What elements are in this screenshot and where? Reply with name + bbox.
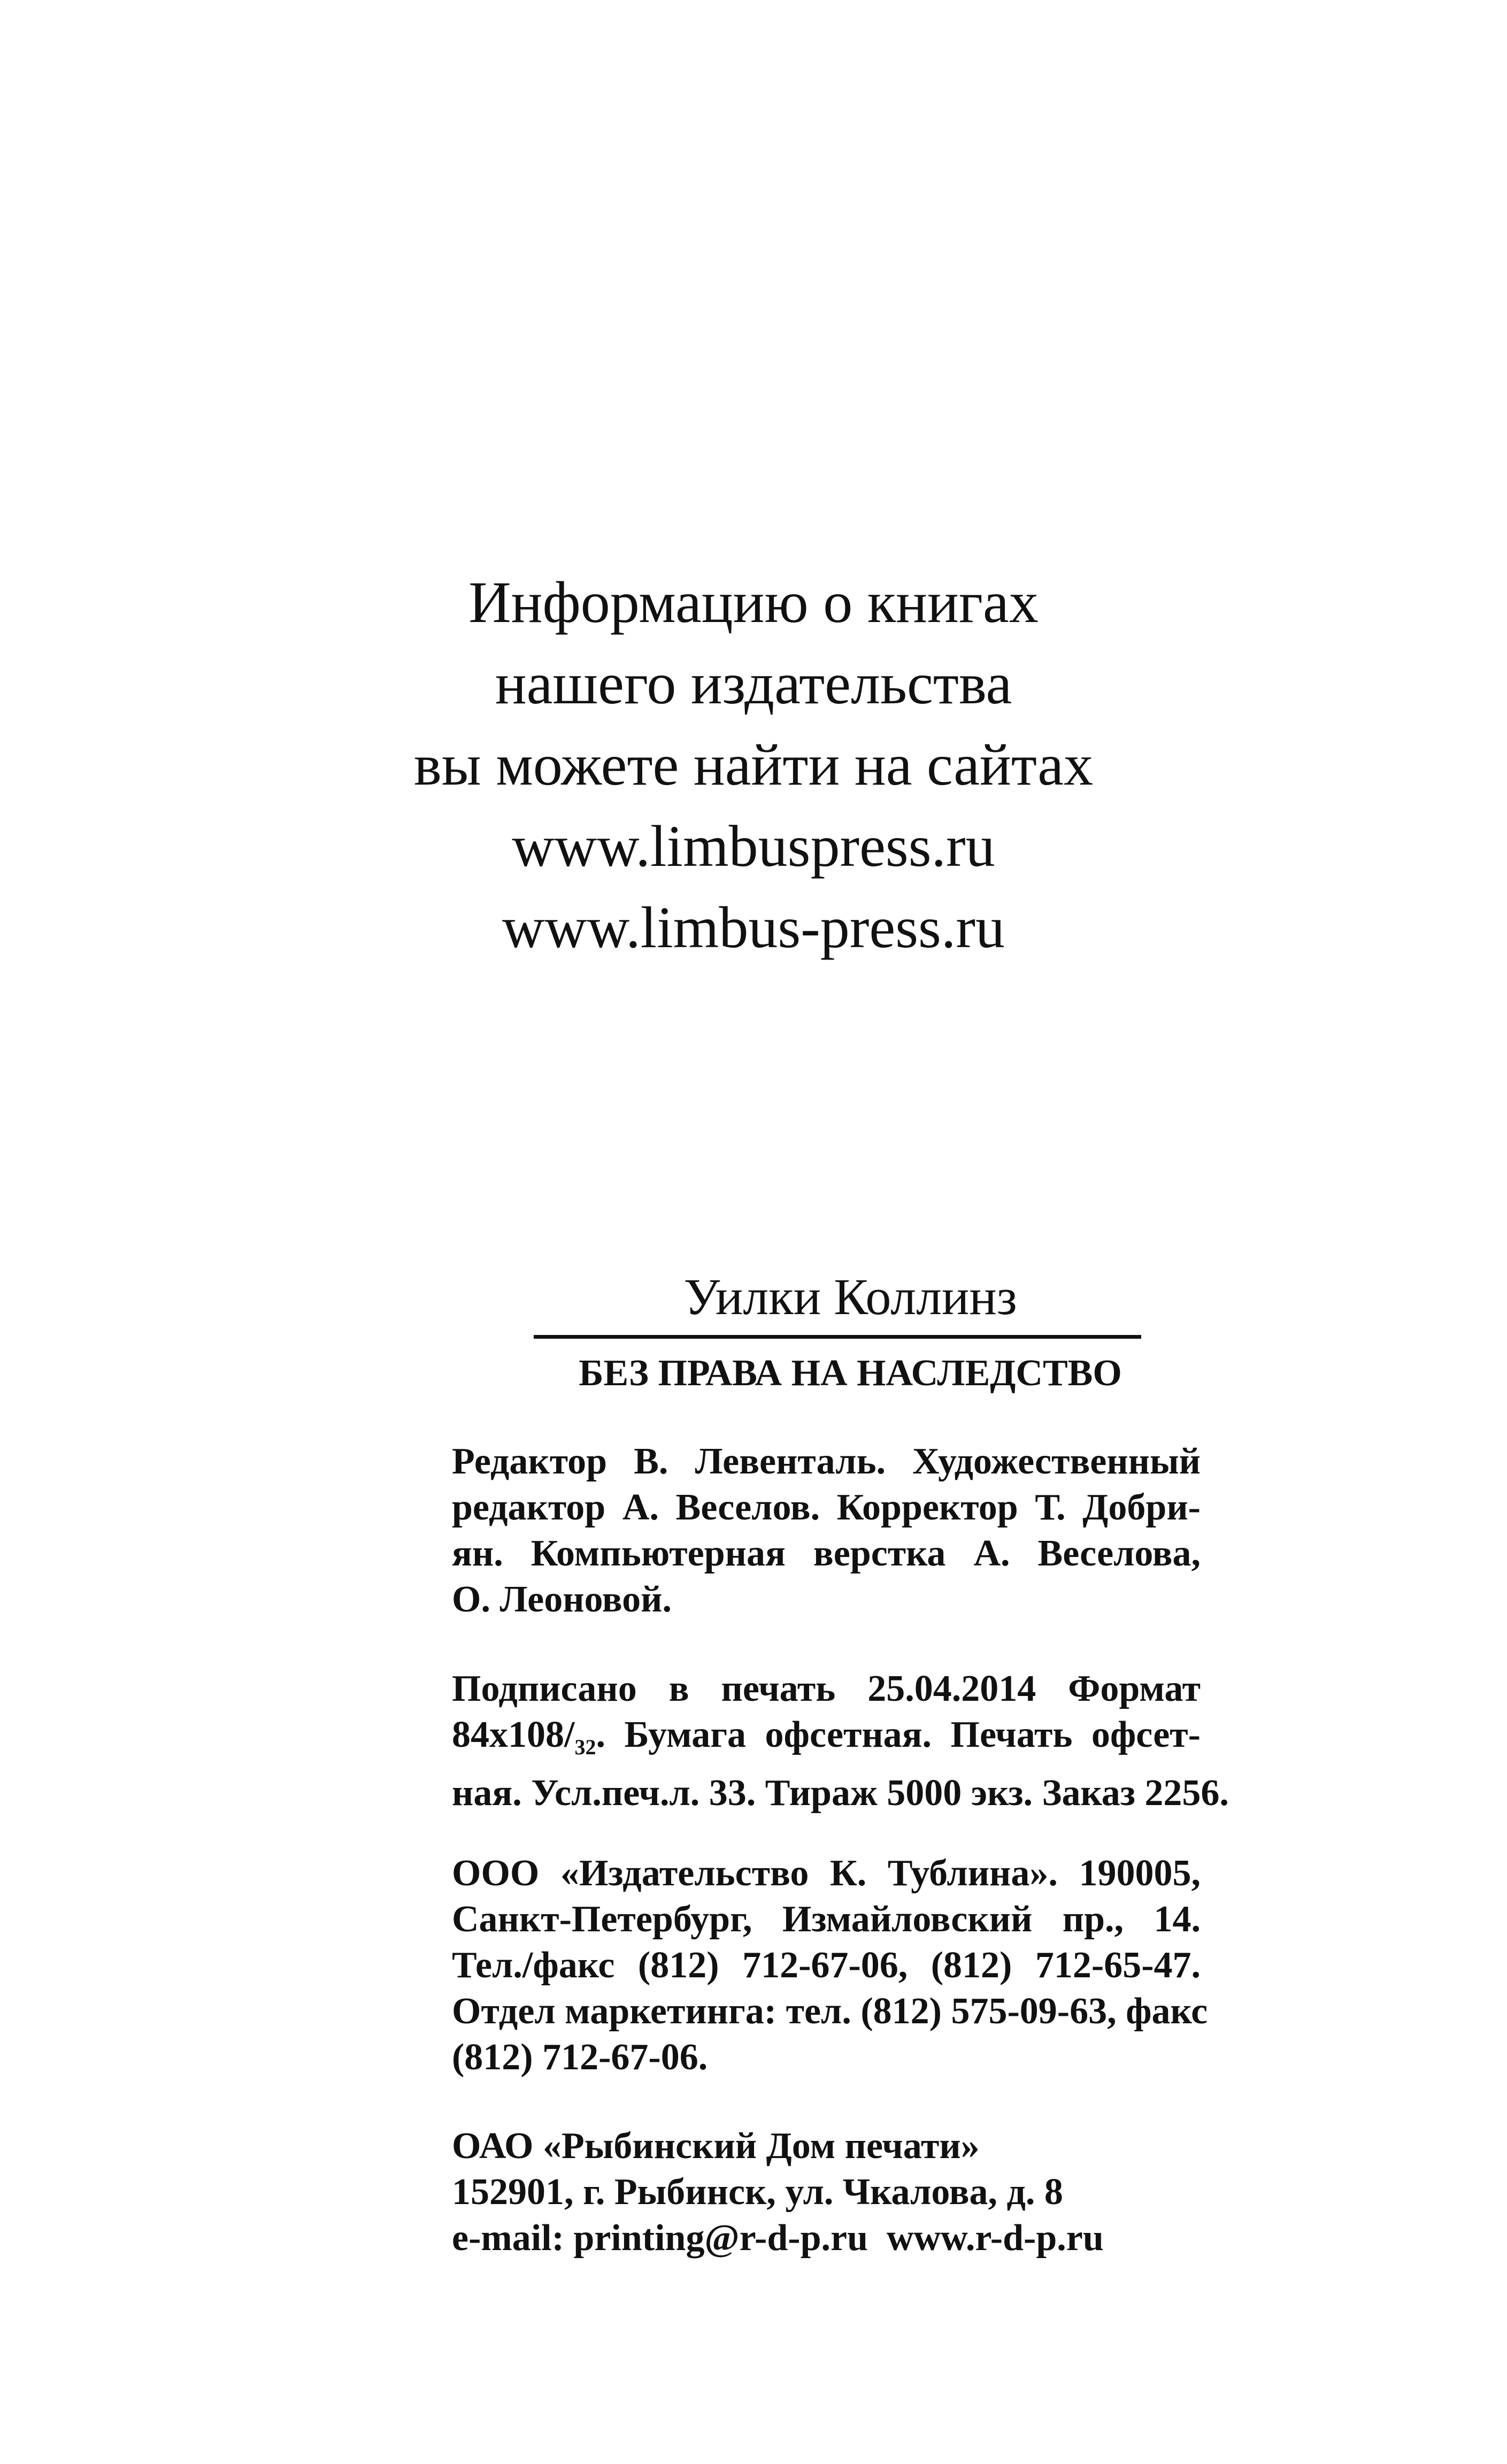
printer-name: ОАО «Рыбинский Дом печати» [452, 2125, 980, 2167]
format-value: 84х108/ [452, 1714, 575, 1755]
credits-line: О. Леоновой. [452, 1579, 672, 1620]
author-name: Уилки Коллинз [683, 1268, 1017, 1325]
publisher-line: ООО «Издательство К. Тублина». 190005, [452, 1853, 1201, 1894]
notice-line: Информацию о книгах [468, 570, 1039, 635]
notice-line: нашего издательства [495, 651, 1012, 716]
paper-info: . Бумага офсетная. Печать офсет- [596, 1714, 1201, 1755]
print-spec-line: Подписано в печать 25.04.2014 Формат [452, 1668, 1201, 1709]
title-divider [534, 1335, 1141, 1339]
publisher-line: Тел./факс (812) 712-67-06, (812) 712-65-47. [452, 1945, 1201, 1986]
credits-line: ян. Компьютерная верстка А. Веселова, [452, 1533, 1201, 1574]
printer-address: 152901, г. Рыбинск, ул. Чкалова, д. 8 [452, 2171, 1063, 2213]
notice-line: вы можете найти на сайтах [413, 732, 1094, 797]
format-denominator: 32 [574, 1735, 596, 1759]
printer-contacts [452, 2123, 1201, 2261]
publisher-websites-notice [0, 562, 1507, 968]
publisher-contacts [452, 1851, 1208, 2081]
credits-line: Редактор В. Левенталь. Художественный [452, 1441, 1201, 1482]
publisher-line: Отдел маркетинга: тел. (812) 575-09-63, факс [452, 1991, 1208, 2032]
publisher-line: Санкт-Петербург, Измайловский пр., 14. [452, 1899, 1201, 1940]
print-spec-line [452, 1712, 1201, 1770]
editorial-credits [452, 1439, 1201, 1623]
print-spec-line: ная. Усл.печ.л. 33. Тираж 5000 экз. Заказ 2256. [452, 1772, 1229, 1814]
website-url: www.limbus-press.ru [502, 895, 1005, 960]
print-specifications [452, 1666, 1229, 1816]
credits-line: редактор А. Веселов. Корректор Т. Добри- [452, 1487, 1201, 1528]
printer-email-web: e-mail: printing@r-d-p.ru www.r-d-p.ru [452, 2217, 1104, 2259]
publisher-line: (812) 712-67-06. [452, 2037, 708, 2078]
website-url: www.limbuspress.ru [512, 813, 995, 879]
book-title: БЕЗ ПРАВА НА НАСЛЕДСТВО [579, 1353, 1122, 1394]
